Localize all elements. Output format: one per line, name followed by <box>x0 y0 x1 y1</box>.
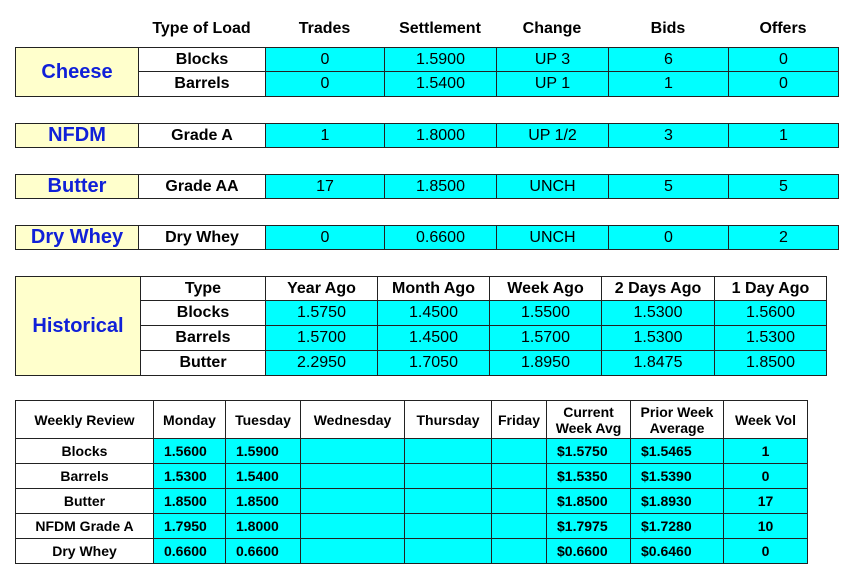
weekly-friday <box>492 464 547 489</box>
butter-table <box>15 174 839 199</box>
weekly-row-name: NFDM Grade A <box>16 514 154 539</box>
nfdm-type: Grade A <box>139 124 266 148</box>
nfdm-table <box>15 123 839 148</box>
historical-cell: 1.4500 <box>378 301 490 326</box>
weekly-tuesday: 1.8500 <box>226 489 301 514</box>
weekly-prior-avg: $1.5390 <box>631 464 724 489</box>
weekly-tuesday: 1.8000 <box>226 514 301 539</box>
weekly-current-avg: $1.7975 <box>547 514 631 539</box>
historical-cell: 1.5300 <box>715 326 827 351</box>
dry-whey-bids: 0 <box>609 226 729 250</box>
weekly-vol: 10 <box>724 514 808 539</box>
header-settlement: Settlement <box>399 20 481 37</box>
weekly-header-week-vol: Week Vol <box>724 401 808 439</box>
weekly-prior-avg: $1.5465 <box>631 439 724 464</box>
cheese-row-settlement: 1.5900 <box>385 48 497 72</box>
weekly-thursday <box>405 464 492 489</box>
historical-header-type: Type <box>141 277 266 301</box>
table-row <box>16 439 808 464</box>
header-trades: Trades <box>298 20 351 37</box>
cheese-row-type: Blocks <box>139 48 266 72</box>
weekly-header-monday: Monday <box>154 401 226 439</box>
cheese-row-bids: 1 <box>609 72 729 97</box>
table-row <box>16 539 808 564</box>
dry-whey-type: Dry Whey <box>139 226 266 250</box>
weekly-current-avg: $1.5350 <box>547 464 631 489</box>
weekly-header-prior-line1: Prior Week <box>640 403 714 420</box>
dry-whey-trades: 0 <box>266 226 385 250</box>
weekly-prior-avg: $1.7280 <box>631 514 724 539</box>
historical-cell: 1.8950 <box>490 351 602 376</box>
butter-trades: 17 <box>266 175 385 199</box>
cheese-row-trades: 0 <box>266 72 385 97</box>
weekly-monday: 1.8500 <box>154 489 226 514</box>
historical-cell: 1.8500 <box>715 351 827 376</box>
weekly-wednesday <box>301 439 405 464</box>
header-type-of-load: Type of Load <box>152 20 251 37</box>
historical-table <box>15 276 827 376</box>
weekly-wednesday <box>301 514 405 539</box>
historical-cell: 1.8475 <box>602 351 715 376</box>
table-row <box>16 464 808 489</box>
weekly-vol: 1 <box>724 439 808 464</box>
cheese-row-trades: 0 <box>266 48 385 72</box>
weekly-friday <box>492 439 547 464</box>
cheese-row-change: UP 3 <box>497 48 609 72</box>
historical-title: Historical <box>16 277 141 376</box>
historical-header-week-ago: Week Ago <box>490 277 602 301</box>
historical-cell: 1.5600 <box>715 301 827 326</box>
header-offers: Offers <box>759 20 807 37</box>
butter-change: UNCH <box>497 175 609 199</box>
butter-type: Grade AA <box>139 175 266 199</box>
weekly-friday <box>492 539 547 564</box>
weekly-header-current-line1: Current <box>563 403 614 420</box>
dry-whey-offers: 2 <box>729 226 839 250</box>
cheese-row-bids: 6 <box>609 48 729 72</box>
historical-cell: 1.5500 <box>490 301 602 326</box>
weekly-vol: 17 <box>724 489 808 514</box>
butter-offers: 5 <box>729 175 839 199</box>
historical-header-year-ago: Year Ago <box>266 277 378 301</box>
butter-bids: 5 <box>609 175 729 199</box>
historical-header-month-ago: Month Ago <box>378 277 490 301</box>
historical-header-2-days-ago: 2 Days Ago <box>602 277 715 301</box>
table-row <box>16 514 808 539</box>
cheese-row-change: UP 1 <box>497 72 609 97</box>
weekly-tuesday: 0.6600 <box>226 539 301 564</box>
historical-cell: 1.5700 <box>490 326 602 351</box>
weekly-header-prior-line2: Average <box>649 419 705 436</box>
top-header-table <box>138 18 838 40</box>
cheese-row-type: Barrels <box>139 72 266 97</box>
historical-cell: 2.2950 <box>266 351 378 376</box>
weekly-wednesday <box>301 539 405 564</box>
weekly-monday: 1.5300 <box>154 464 226 489</box>
historical-cell: 1.7050 <box>378 351 490 376</box>
weekly-tuesday: 1.5400 <box>226 464 301 489</box>
weekly-row-name: Barrels <box>16 464 154 489</box>
historical-cell: 1.5750 <box>266 301 378 326</box>
dry-whey-settlement: 0.6600 <box>385 226 497 250</box>
dry-whey-title: Dry Whey <box>16 226 139 250</box>
weekly-header-wednesday: Wednesday <box>301 401 405 439</box>
weekly-thursday <box>405 439 492 464</box>
weekly-header-current-week-avg <box>547 401 631 439</box>
nfdm-settlement: 1.8000 <box>385 124 497 148</box>
weekly-vol: 0 <box>724 539 808 564</box>
weekly-monday: 0.6600 <box>154 539 226 564</box>
weekly-thursday <box>405 489 492 514</box>
butter-title: Butter <box>16 175 139 199</box>
nfdm-change: UP 1/2 <box>497 124 609 148</box>
nfdm-title: NFDM <box>16 124 139 148</box>
historical-header-1-day-ago: 1 Day Ago <box>715 277 827 301</box>
weekly-header-tuesday: Tuesday <box>226 401 301 439</box>
weekly-review-table <box>15 400 808 564</box>
dry-whey-table <box>15 225 839 250</box>
weekly-prior-avg: $0.6460 <box>631 539 724 564</box>
weekly-current-avg: $0.6600 <box>547 539 631 564</box>
weekly-thursday <box>405 514 492 539</box>
weekly-header-current-line2: Week Avg <box>555 419 622 436</box>
table-row <box>16 489 808 514</box>
header-change: Change <box>522 20 582 37</box>
historical-cell: 1.5700 <box>266 326 378 351</box>
weekly-monday: 1.5600 <box>154 439 226 464</box>
historical-row-type: Barrels <box>141 326 266 351</box>
cheese-row-settlement: 1.5400 <box>385 72 497 97</box>
weekly-header-prior-week-average <box>631 401 724 439</box>
nfdm-bids: 3 <box>609 124 729 148</box>
historical-cell: 1.5300 <box>602 326 715 351</box>
butter-settlement: 1.8500 <box>385 175 497 199</box>
weekly-vol: 0 <box>724 464 808 489</box>
cheese-table <box>15 47 839 97</box>
historical-cell: 1.4500 <box>378 326 490 351</box>
cheese-row-offers: 0 <box>729 72 839 97</box>
weekly-tuesday: 1.5900 <box>226 439 301 464</box>
weekly-thursday <box>405 539 492 564</box>
weekly-row-name: Dry Whey <box>16 539 154 564</box>
weekly-friday <box>492 514 547 539</box>
header-bids: Bids <box>650 20 686 37</box>
weekly-header-friday: Friday <box>492 401 547 439</box>
dry-whey-change: UNCH <box>497 226 609 250</box>
weekly-header-thursday: Thursday <box>405 401 492 439</box>
weekly-header-review: Weekly Review <box>16 401 154 439</box>
weekly-monday: 1.7950 <box>154 514 226 539</box>
weekly-row-name: Blocks <box>16 439 154 464</box>
weekly-wednesday <box>301 489 405 514</box>
nfdm-trades: 1 <box>266 124 385 148</box>
weekly-current-avg: $1.8500 <box>547 489 631 514</box>
weekly-row-name: Butter <box>16 489 154 514</box>
historical-row-type: Blocks <box>141 301 266 326</box>
weekly-friday <box>492 489 547 514</box>
nfdm-offers: 1 <box>729 124 839 148</box>
historical-cell: 1.5300 <box>602 301 715 326</box>
cheese-title: Cheese <box>16 48 139 97</box>
weekly-wednesday <box>301 464 405 489</box>
weekly-prior-avg: $1.8930 <box>631 489 724 514</box>
cheese-row-offers: 0 <box>729 48 839 72</box>
historical-row-type: Butter <box>141 351 266 376</box>
weekly-current-avg: $1.5750 <box>547 439 631 464</box>
